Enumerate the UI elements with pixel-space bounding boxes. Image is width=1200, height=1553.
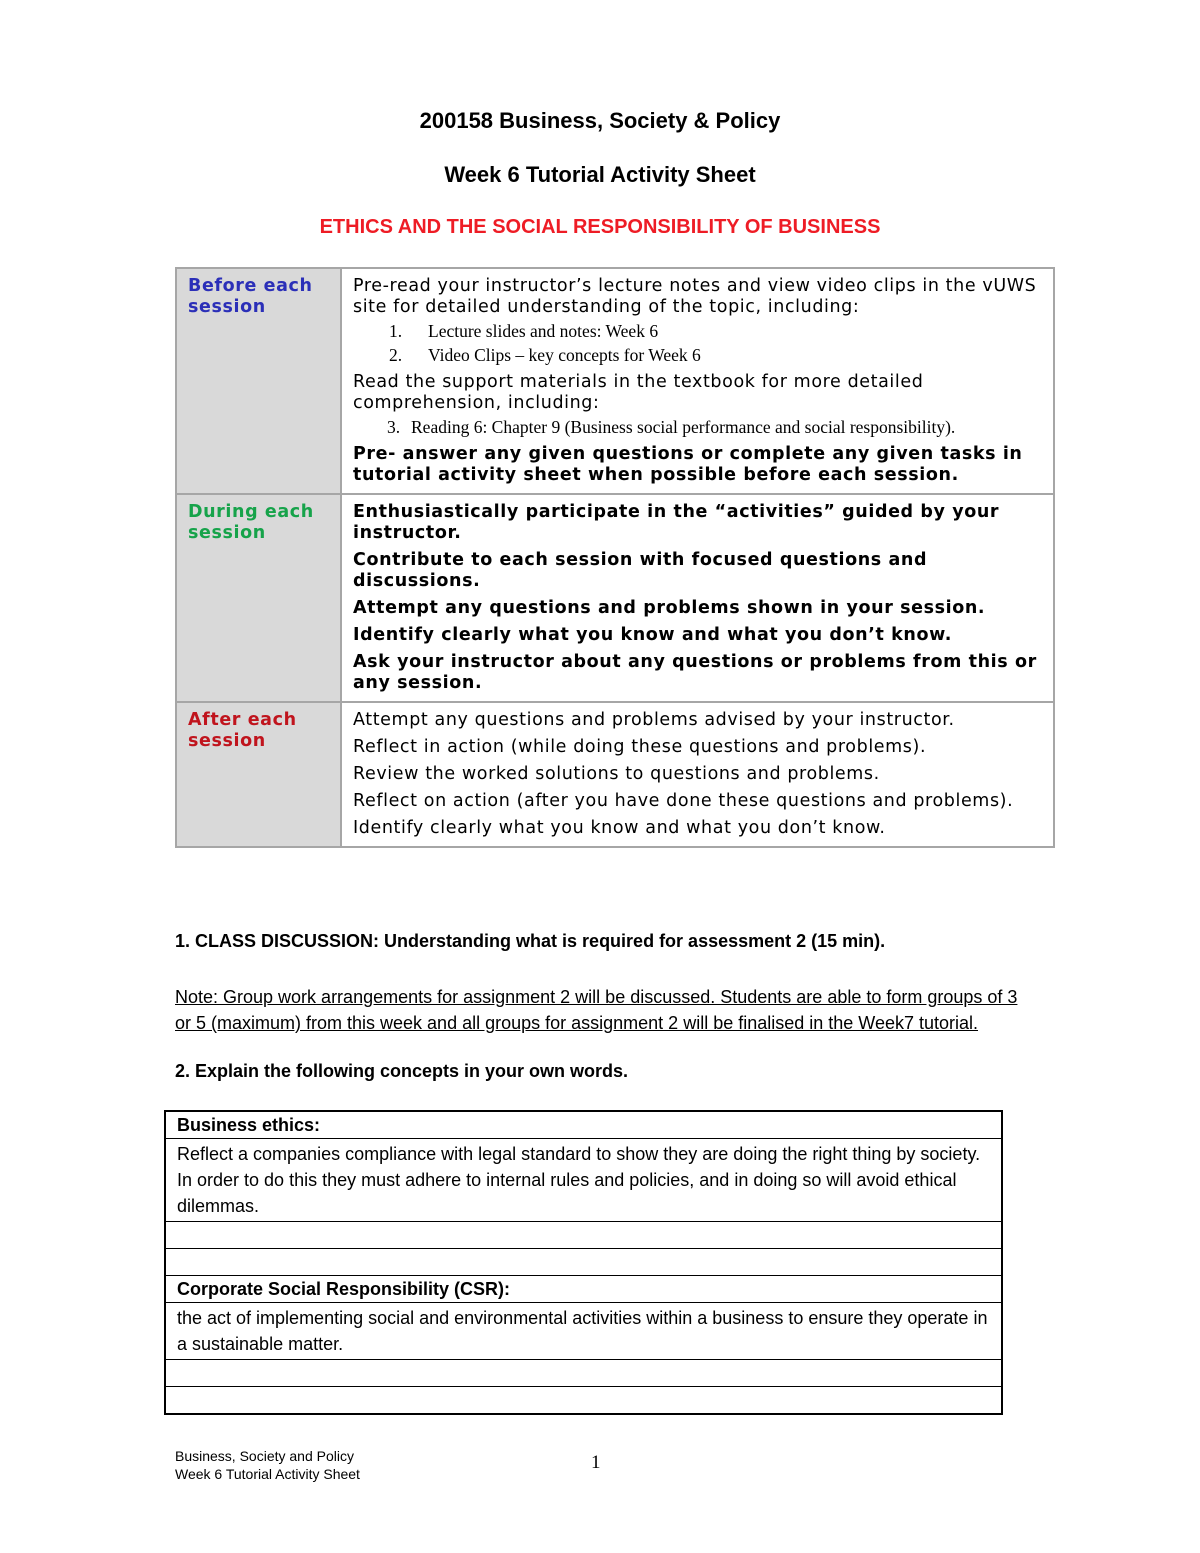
blank-answer-line[interactable]	[165, 1249, 1002, 1276]
table-row	[165, 1111, 1002, 1139]
table-row	[165, 1303, 1002, 1360]
list-item: Attempt any questions and problems advised by your instructor.	[353, 710, 955, 730]
section-2-title: 2. Explain the following concepts in your own words.	[175, 1061, 629, 1081]
session-plan-table	[175, 267, 1055, 848]
table-row	[165, 1139, 1002, 1222]
list-item: Contribute to each session with focused questions and discussions.	[353, 550, 928, 591]
before-row	[176, 268, 1054, 494]
table-row	[165, 1387, 1002, 1415]
section-1-note: Note: Group work arrangements for assignment 2 will be discussed. Students are able to form groups of 3 or 5 (maximum) from this week and all groups for assignment 2 will be finalised in the Week7 tutorial.	[175, 987, 1018, 1033]
after-label: After each session	[176, 702, 341, 847]
list-item: 2. Video Clips – key concepts for Week 6	[389, 345, 701, 365]
concept-answer[interactable]: Reflect a companies compliance with legal standard to show they are doing the right thing by society. In order to do this they must adhere to internal rules and policies, and in doing so will avoid ethical dilemmas.	[165, 1139, 1002, 1222]
list-item: Ask your instructor about any questions or problems from this or any session.	[353, 652, 1037, 693]
section-1-title: 1. CLASS DISCUSSION: Understanding what is required for assessment 2 (15 min).	[175, 931, 886, 951]
concept-term: Corporate Social Responsibility (CSR):	[165, 1276, 1002, 1303]
list-item: Review the worked solutions to questions and problems.	[353, 764, 880, 784]
concept-answer[interactable]: the act of implementing social and environmental activities within a business to ensure they operate in a sustainable matter.	[165, 1303, 1002, 1360]
list-item: 1. Lecture slides and notes: Week 6	[389, 321, 659, 341]
after-content	[341, 702, 1054, 847]
footer-sheet: Week 6 Tutorial Activity Sheet	[175, 1466, 360, 1482]
before-intro: Pre-read your instructor’s lecture notes and view video clips in the vUWS site for detailed understanding of the topic, including:	[353, 276, 1037, 317]
before-label: Before each session	[176, 268, 341, 494]
table-row	[165, 1276, 1002, 1303]
before-content	[341, 268, 1054, 494]
before-read: Read the support materials in the textbook for more detailed comprehension, including:	[353, 372, 924, 413]
sheet-title: Week 6 Tutorial Activity Sheet	[444, 162, 756, 187]
topic-heading: ETHICS AND THE SOCIAL RESPONSIBILITY OF BUSINESS	[319, 216, 881, 238]
during-label: During each session	[176, 494, 341, 702]
list-item: 3. Reading 6: Chapter 9 (Business social performance and social responsibility).	[387, 417, 956, 437]
table-row	[165, 1249, 1002, 1276]
footer-course: Business, Society and Policy	[175, 1448, 354, 1464]
list-item: Attempt any questions and problems shown in your session.	[353, 598, 986, 618]
list-item: Identify clearly what you know and what you don’t know.	[353, 818, 886, 838]
during-row	[176, 494, 1054, 702]
list-item: Reflect in action (while doing these questions and problems).	[353, 737, 927, 757]
after-row	[176, 702, 1054, 847]
list-item: Reflect on action (after you have done these questions and problems).	[353, 791, 1014, 811]
concept-term: Business ethics:	[165, 1111, 1002, 1139]
blank-answer-line[interactable]	[165, 1360, 1002, 1387]
table-row	[165, 1360, 1002, 1387]
blank-answer-line[interactable]	[165, 1222, 1002, 1249]
list-item: Identify clearly what you know and what you don’t know.	[353, 625, 952, 645]
concepts-table	[164, 1110, 1003, 1415]
page-number: 1	[591, 1452, 601, 1473]
list-item: Enthusiastically participate in the “activities” guided by your instructor.	[353, 502, 1000, 543]
during-content	[341, 494, 1054, 702]
course-title: 200158 Business, Society & Policy	[419, 108, 781, 133]
before-pre: Pre- answer any given questions or complete any given tasks in tutorial activity sheet when possible before each session.	[353, 444, 1023, 485]
table-row	[165, 1222, 1002, 1249]
blank-answer-line[interactable]	[165, 1387, 1002, 1415]
